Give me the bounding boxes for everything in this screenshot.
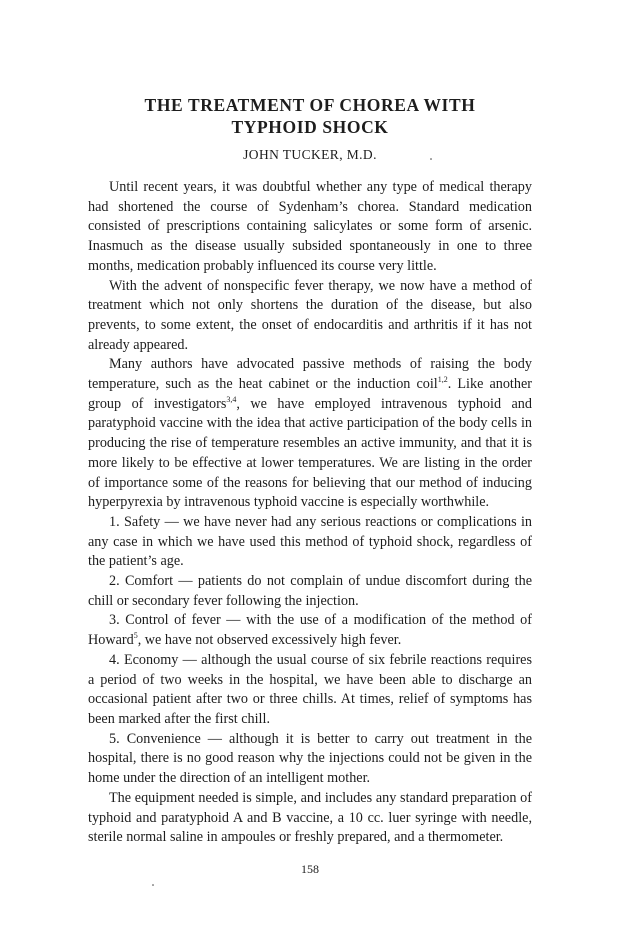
list-item-safety: 1. Safety — we have never had any serious reactions or complications in any case in which we have used this method of typhoid shock, regardless of the patient’s age. <box>88 513 532 570</box>
paragraph-intro: Until recent years, it was doubtful whether any type of medical therapy had shortened the course of Sydenham’s chorea. Standard medication consisted of prescriptions containing salicylates or some form of arsenic. Inasmuch as the disease usually subsided spontaneously in one to three months, medication probably influenced its course very little. <box>88 179 532 274</box>
page-number: 158 <box>301 862 319 876</box>
list-item-convenience: 5. Convenience — although it is better to carry out treatment in the hospital, there is no good reason why the injections could not be given in the home under the direction of an intelligent mother. <box>88 730 532 787</box>
article-body <box>88 178 532 848</box>
paragraph-equipment: The equipment needed is simple, and includes any standard preparation of typhoid and paratyphoid A and B vaccine, a 10 cc. luer syringe with needle, sterile normal saline in ampoules or freshly prepared, and a thermometer. <box>88 789 532 846</box>
title-line-1: THE TREATMENT OF CHOREA WITH <box>144 95 476 115</box>
list-item-control-text-a: 3. Control of fever — with the use of a modification of the method of Howard <box>88 612 532 649</box>
scan-speck <box>430 158 432 160</box>
paragraph-fever-therapy: With the advent of nonspecific fever therapy, we now have a method of treatment which not only shortens the duration of the disease, but also prevents, to some extent, the onset of endocarditis and arthritis if it has not already appeared. <box>88 277 532 353</box>
paragraph-methods-text-b: . Like another group of investigators <box>88 376 532 412</box>
paragraph-methods-text-c: , we have employed intravenous typhoid and paratyphoid vaccine with the idea that active participation of the body cells in producing the rise of temperature resembles an active immunity, and that it is more likely to be effective at lower temperatures. We are listing in the order of importance some of the reasons for believing that our method of inducing hyperpyrexia by intravenous typhoid vaccine is especially worthwhile. <box>88 395 532 511</box>
list-item-control-text-b: , we have not observed excessively high fever. <box>137 632 402 649</box>
reference-5: 5 <box>133 631 138 641</box>
list-item-comfort: 2. Comfort — patients do not complain of undue discomfort during the chill or secondary fever following the injection. <box>88 573 532 609</box>
list-item-economy: 4. Economy — although the usual course of six febrile reactions requires a period of two weeks in the hospital, we have been able to discharge an occasional patient after two or three chills. At times, relief of symptoms has been marked after the first chill. <box>88 651 532 727</box>
paragraph-methods <box>88 355 532 513</box>
list-item-control <box>88 611 532 650</box>
reference-1-2: 1,2 <box>437 375 448 385</box>
author-byline: JOHN TUCKER, M.D. <box>243 147 377 162</box>
article-title <box>90 94 530 138</box>
scan-speck <box>152 884 154 886</box>
title-line-2: TYPHOID SHOCK <box>231 117 389 137</box>
reference-3-4: 3,4 <box>226 394 237 404</box>
paragraph-methods-text-a: Many authors have advocated passive methods of raising the body temperature, such as the heat cabinet or the induction coil <box>88 356 532 393</box>
